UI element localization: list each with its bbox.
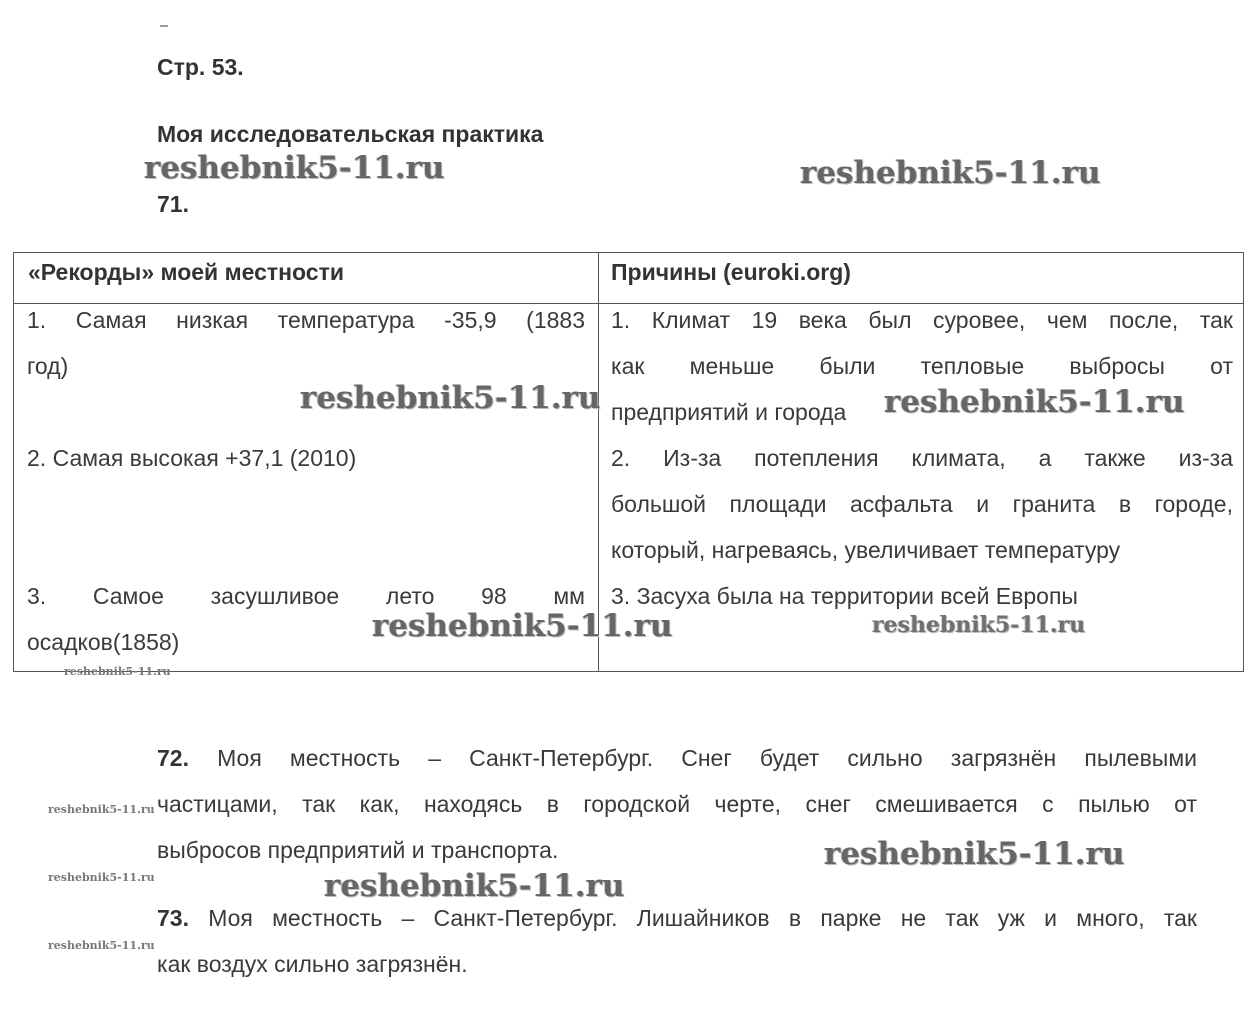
- table-column-divider: [598, 253, 599, 671]
- table-cell-record-3: [27, 573, 585, 665]
- answer-line: как воздух сильно загрязнён.: [157, 951, 468, 977]
- cell-line: как меньше были тепловые выбросы от: [611, 353, 1233, 379]
- watermark: reshebnik5-11.ru: [824, 836, 1125, 872]
- answer-line: [157, 895, 1197, 941]
- watermark: reshebnik5-11.ru: [64, 665, 171, 678]
- watermark: reshebnik5-11.ru: [48, 803, 155, 816]
- cell-line: 2. Самая высокая +37,1 (2010): [27, 445, 357, 471]
- records-table: [13, 252, 1244, 672]
- answer-number: 73.: [157, 905, 189, 931]
- table-cell-record-1: [27, 297, 585, 389]
- table-header-reasons: Причины (euroki.org): [611, 259, 851, 285]
- task-number: 71.: [157, 191, 189, 217]
- answer-line: частицами, так как, находясь в городской черте, снег смешивается с пылью от: [157, 791, 1197, 817]
- cell-line: 1. Климат 19 века был суровее, чем после, так: [611, 307, 1233, 333]
- watermark: reshebnik5-11.ru: [884, 384, 1185, 420]
- watermark: reshebnik5-11.ru: [872, 612, 1086, 638]
- table-cell-reason-2: [611, 435, 1233, 573]
- table-cell-reason-3: [611, 573, 1233, 619]
- table-header-records: «Рекорды» моей местности: [28, 259, 344, 285]
- watermark: reshebnik5-11.ru: [300, 380, 601, 416]
- watermark: reshebnik5-11.ru: [48, 939, 155, 952]
- top-mark: [160, 25, 168, 27]
- cell-line: год): [27, 353, 69, 379]
- cell-line: 2. Из-за потепления климата, а также из-за: [611, 445, 1233, 471]
- watermark: reshebnik5-11.ru: [144, 150, 445, 186]
- cell-line: 3. Засуха была на территории всей Европы: [611, 583, 1078, 609]
- table-cell-record-2: [27, 435, 585, 481]
- watermark: reshebnik5-11.ru: [48, 871, 155, 884]
- cell-line: который, нагреваясь, увеличивает температуру: [611, 537, 1121, 563]
- answer-72: [157, 735, 1197, 873]
- table-cell-reason-1: [611, 297, 1233, 435]
- cell-line: предприятий и города: [611, 399, 847, 425]
- cell-line: 1. Самая низкая температура -35,9 (1883: [27, 307, 585, 333]
- watermark: reshebnik5-11.ru: [324, 868, 625, 904]
- answer-line: [157, 735, 1197, 781]
- watermark: reshebnik5-11.ru: [800, 155, 1101, 191]
- answer-text: Моя местность – Санкт-Петербург. Снег будет сильно загрязнён пылевыми: [188, 745, 1197, 771]
- cell-line: большой площади асфальта и гранита в городе,: [611, 491, 1233, 517]
- cell-line: 3. Самое засушливое лето 98 мм: [27, 583, 585, 609]
- section-title: Моя исследовательская практика: [157, 121, 544, 147]
- answer-text: Моя местность – Санкт-Петербург. Лишайников в парке не так уж и много, так: [188, 905, 1197, 931]
- page-number: Стр. 53.: [157, 54, 244, 80]
- cell-line: осадков(1858): [27, 629, 180, 655]
- answer-number: 72.: [157, 745, 189, 771]
- watermark: reshebnik5-11.ru: [372, 608, 673, 644]
- answer-73: [157, 895, 1197, 987]
- answer-line: выбросов предприятий и транспорта.: [157, 837, 559, 863]
